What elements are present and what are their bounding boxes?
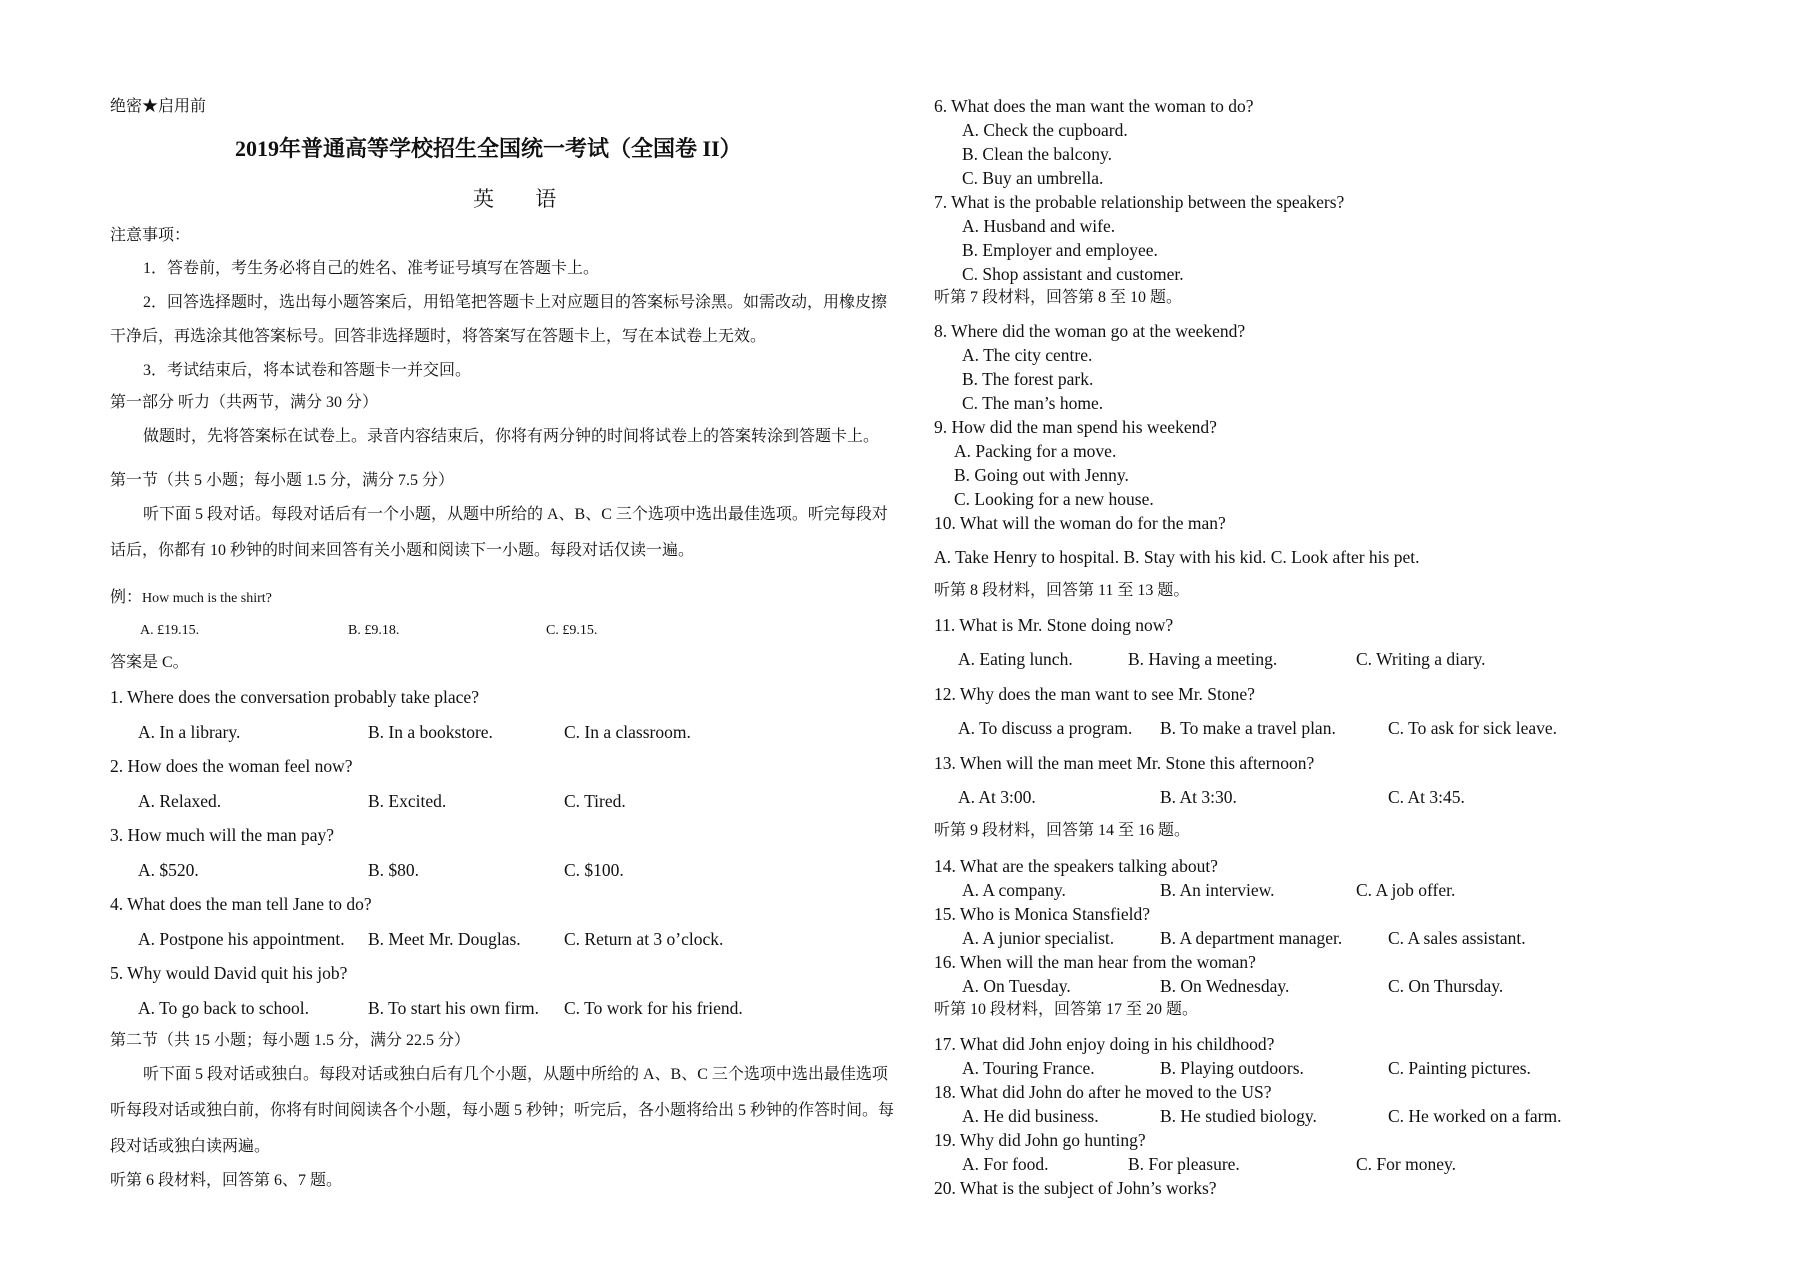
option-b: B. Employer and employee. xyxy=(962,240,1158,260)
material-label: 听第 6 段材料，回答第 6、7 题。 xyxy=(110,1172,343,1189)
section2-heading: 第二节（共 15 小题；每小题 1.5 分，满分 22.5 分） xyxy=(110,1032,471,1049)
option-a: A. Packing for a move. xyxy=(954,441,1117,461)
option-b: B. Meet Mr. Douglas. xyxy=(368,929,521,949)
options-row: A. Take Henry to hospital. B. Stay with his kid. C. Look after his pet. xyxy=(934,547,1420,567)
notice-item: 2．回答选择题时，选出每小题答案后，用铅笔把答题卡上对应题目的答案标号涂黑。如需改动，用橡皮擦 xyxy=(143,294,888,311)
question: 17. What did John enjoy doing in his childhood? xyxy=(934,1034,1275,1054)
option-b: B. A department manager. xyxy=(1160,928,1343,948)
section1-instruction: 听下面 5 段对话。每段对话后有一个小题，从题中所给的 A、B、C 三个选项中选出最佳选项。听完每段对 xyxy=(143,506,888,523)
option-b: B. To start his own firm. xyxy=(368,998,540,1018)
question: 14. What are the speakers talking about? xyxy=(934,856,1218,876)
option-c: C. To work for his friend. xyxy=(564,998,743,1018)
section2-instruction: 听每段对话或独白前，你将有时间阅读各个小题，每小题 5 秒钟；听完后，各小题将给出 5 秒钟的作答时间。每 xyxy=(110,1102,895,1119)
example-option-a: A. £19.15. xyxy=(140,623,200,638)
part1-instruction: 做题时，先将答案标在试卷上。录音内容结束后，你将有两分钟的时间将试卷上的答案转涂到答题卡上。 xyxy=(143,428,880,445)
question: 5. Why would David quit his job? xyxy=(110,963,348,983)
example-question: How much is the shirt? xyxy=(142,591,272,606)
question: 19. Why did John go hunting? xyxy=(934,1130,1146,1150)
subject-title: 英 语 xyxy=(473,187,575,211)
option-b: B. In a bookstore. xyxy=(368,722,493,742)
option-b: B. The forest park. xyxy=(962,369,1094,389)
option-b: B. At 3:30. xyxy=(1160,787,1237,807)
part1-heading: 第一部分 听力（共两节，满分 30 分） xyxy=(110,394,379,411)
option-a: A. At 3:00. xyxy=(958,787,1036,807)
option-a: A. Husband and wife. xyxy=(962,216,1116,236)
section1-instruction: 话后，你都有 10 秒钟的时间来回答有关小题和阅读下一小题。每段对话仅读一遍。 xyxy=(110,542,695,559)
option-a: A. Touring France. xyxy=(962,1058,1095,1078)
material-label: 听第 8 段材料，回答第 11 至 13 题。 xyxy=(934,582,1190,599)
option-c: C. To ask for sick leave. xyxy=(1388,718,1558,738)
option-b: B. Going out with Jenny. xyxy=(954,465,1129,485)
notice-item: 3．考试结束后，将本试卷和答题卡一并交回。 xyxy=(143,362,472,379)
question: 3. How much will the man pay? xyxy=(110,825,335,845)
question: 18. What did John do after he moved to the US? xyxy=(934,1082,1272,1102)
option-c: C. At 3:45. xyxy=(1388,787,1465,807)
option-a: A. For food. xyxy=(962,1154,1049,1174)
question: 20. What is the subject of John’s works? xyxy=(934,1178,1217,1198)
option-b: B. Clean the balcony. xyxy=(962,144,1113,164)
option-b: B. Playing outdoors. xyxy=(1160,1058,1304,1078)
option-a: A. A company. xyxy=(962,880,1066,900)
question: 10. What will the woman do for the man? xyxy=(934,513,1226,533)
option-c: C. A sales assistant. xyxy=(1388,928,1526,948)
confidential-label: 绝密★启用前 xyxy=(110,98,207,115)
example-label: 例： xyxy=(110,589,143,606)
option-b: B. He studied biology. xyxy=(1160,1106,1317,1126)
option-c: C. For money. xyxy=(1356,1154,1456,1174)
section2-instruction: 听下面 5 段对话或独白。每段对话或独白后有几个小题，从题中所给的 A、B、C 三个选项中选出最佳选项 xyxy=(143,1066,888,1083)
material-label: 听第 9 段材料，回答第 14 至 16 题。 xyxy=(934,822,1191,839)
option-c: C. Writing a diary. xyxy=(1356,649,1486,669)
option-b: B. An interview. xyxy=(1160,880,1275,900)
option-b: B. $80. xyxy=(368,860,420,880)
example-option-b: B. £9.18. xyxy=(348,623,400,638)
option-c: C. Buy an umbrella. xyxy=(962,168,1104,188)
option-c: C. He worked on a farm. xyxy=(1388,1106,1562,1126)
option-a: A. A junior specialist. xyxy=(962,928,1115,948)
option-c: C. Tired. xyxy=(564,791,626,811)
option-b: B. Excited. xyxy=(368,791,447,811)
option-b: B. For pleasure. xyxy=(1128,1154,1240,1174)
section1-heading: 第一节（共 5 小题；每小题 1.5 分，满分 7.5 分） xyxy=(110,472,455,489)
option-c: C. Shop assistant and customer. xyxy=(962,264,1184,284)
question: 4. What does the man tell Jane to do? xyxy=(110,894,372,914)
option-a: A. In a library. xyxy=(138,722,241,742)
option-c: C. Looking for a new house. xyxy=(954,489,1154,509)
option-a: A. Eating lunch. xyxy=(958,649,1073,669)
notice-heading: 注意事项： xyxy=(110,227,191,244)
section2-instruction: 段对话或独白读两遍。 xyxy=(110,1138,271,1155)
option-a: A. Relaxed. xyxy=(138,791,222,811)
question: 8. Where did the woman go at the weekend? xyxy=(934,321,1246,341)
notice-item: 1．答卷前，考生务必将自己的姓名、准考证号填写在答题卡上。 xyxy=(143,260,600,277)
example xyxy=(110,586,272,610)
option-b: B. On Wednesday. xyxy=(1160,976,1290,996)
question: 1. Where does the conversation probably take place? xyxy=(110,687,479,707)
question: 9. How did the man spend his weekend? xyxy=(934,417,1217,437)
example-option-c: C. £9.15. xyxy=(546,623,598,638)
option-a: A. Postpone his appointment. xyxy=(138,929,345,949)
question: 15. Who is Monica Stansfield? xyxy=(934,904,1150,924)
option-a: A. On Tuesday. xyxy=(962,976,1071,996)
question: 7. What is the probable relationship between the speakers? xyxy=(934,192,1345,212)
option-c: C. Painting pictures. xyxy=(1388,1058,1531,1078)
material-label: 听第 10 段材料，回答第 17 至 20 题。 xyxy=(934,1001,1199,1018)
option-b: B. Having a meeting. xyxy=(1128,649,1278,669)
example-answer: 答案是 C。 xyxy=(110,654,189,671)
option-a: A. To discuss a program. xyxy=(958,718,1133,738)
option-a: A. Check the cupboard. xyxy=(962,120,1128,140)
option-c: C. On Thursday. xyxy=(1388,976,1504,996)
question: 13. When will the man meet Mr. Stone this afternoon? xyxy=(934,753,1315,773)
question: 2. How does the woman feel now? xyxy=(110,756,353,776)
option-c: C. $100. xyxy=(564,860,624,880)
option-a: A. To go back to school. xyxy=(138,998,310,1018)
option-b: B. To make a travel plan. xyxy=(1160,718,1336,738)
question: 6. What does the man want the woman to do? xyxy=(934,96,1254,116)
option-c: C. The man’s home. xyxy=(962,393,1104,413)
option-a: A. He did business. xyxy=(962,1106,1099,1126)
option-a: A. The city centre. xyxy=(962,345,1093,365)
question: 11. What is Mr. Stone doing now? xyxy=(934,615,1174,635)
option-c: C. In a classroom. xyxy=(564,722,691,742)
material-label: 听第 7 段材料，回答第 8 至 10 题。 xyxy=(934,289,1183,306)
option-c: C. A job offer. xyxy=(1356,880,1456,900)
exam-title: 2019年普通高等学校招生全国统一考试（全国卷 II） xyxy=(235,136,742,161)
question: 16. When will the man hear from the woman? xyxy=(934,952,1256,972)
option-c: C. Return at 3 o’clock. xyxy=(564,929,724,949)
notice-item: 干净后，再选涂其他答案标号。回答非选择题时，将答案写在答题卡上，写在本试卷上无效。 xyxy=(110,328,767,345)
option-a: A. $520. xyxy=(138,860,199,880)
question: 12. Why does the man want to see Mr. Stone? xyxy=(934,684,1255,704)
